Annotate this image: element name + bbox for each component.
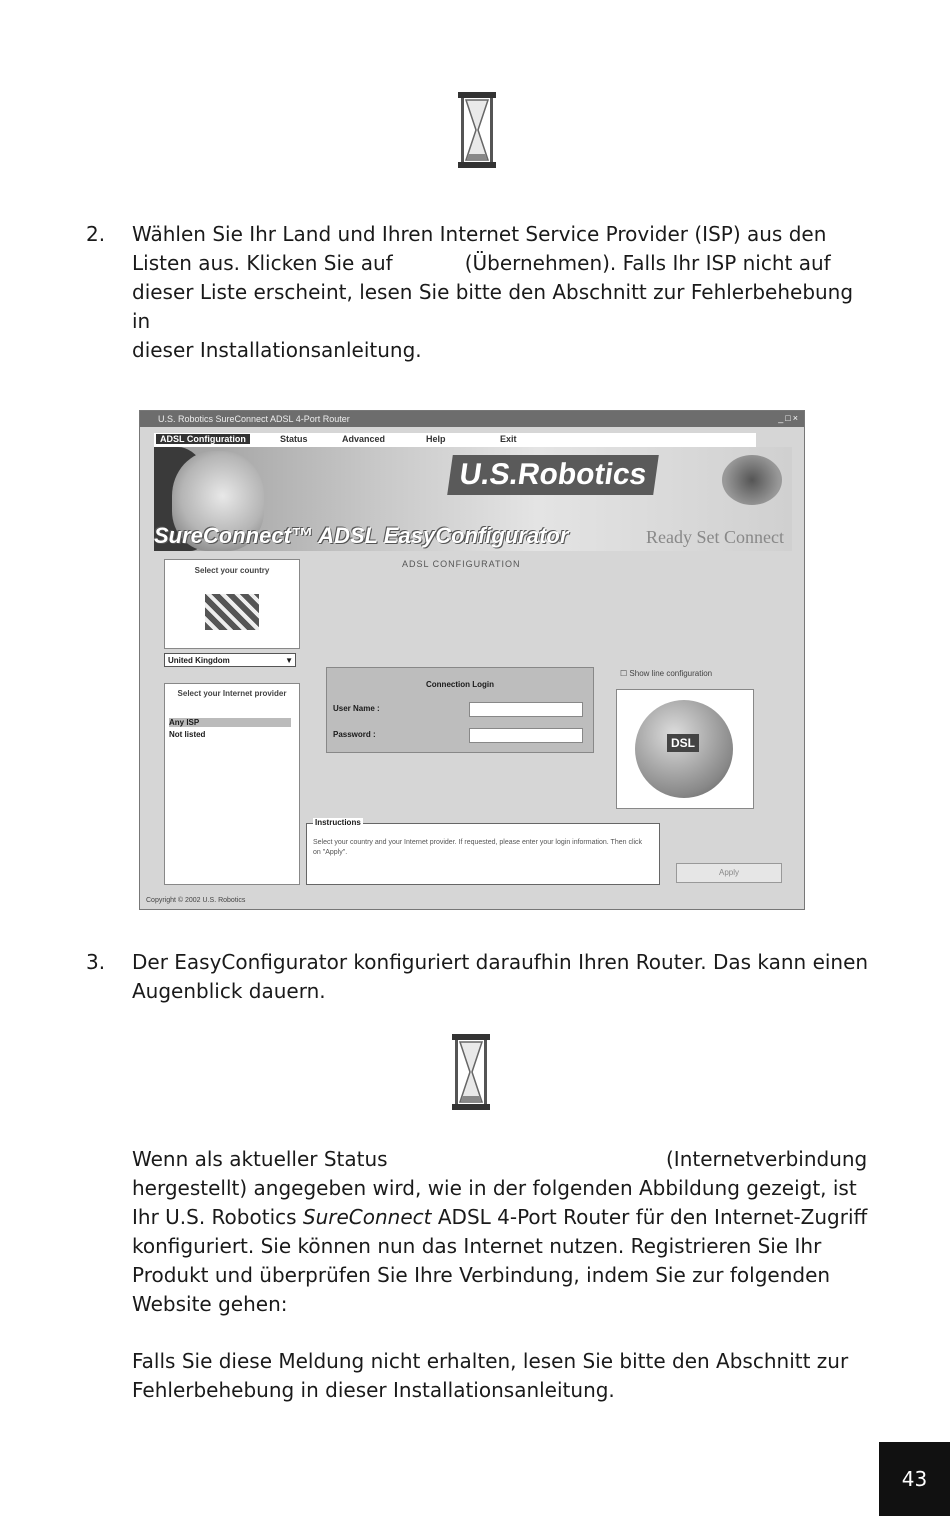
flag-icon	[205, 594, 259, 630]
list-item[interactable]: Any ISP	[169, 718, 291, 727]
fail-paragraph: Falls Sie diese Meldung nicht erhalten, lesen Sie bitte den Abschnitt zur Fehlerbehebung in dieser Installationsanleitung.	[132, 1349, 849, 1402]
step-2-text: Wählen Sie Ihr Land und Ihren Internet Service Provider (ISP) aus den Listen aus. Klicken Sie auf (Übernehmen). Falls Ihr ISP nicht auf dieser Liste erscheint, lesen Sie bitte den Abschnitt zur Fehlerbehebung in dieser Installationsanleitung.	[132, 222, 854, 362]
password-label: Password :	[333, 730, 376, 739]
instructions-text: Select your country and your Internet provider. If requested, please enter your login information. Then click on "Apply".	[313, 839, 643, 856]
router-image	[722, 455, 782, 505]
menu-adsl-configuration[interactable]: ADSL Configuration	[156, 434, 250, 444]
instructions-header: Instructions	[315, 818, 361, 827]
step-3-text: Der EasyConfigurator konfiguriert daraufhin Ihren Router. Das kann einen Augenblick dauern.	[132, 950, 869, 1003]
show-line-config-checkbox[interactable]: ☐ Show line configuration	[620, 669, 713, 678]
list-item[interactable]: Not listed	[169, 730, 206, 739]
user-name-label: User Name :	[333, 704, 380, 713]
instructions-box	[306, 818, 660, 885]
step-number: 3.	[86, 950, 106, 974]
select-country-label: Select your country	[194, 566, 270, 575]
usr-logo: U.S.Robotics	[447, 455, 659, 495]
menu-status[interactable]: Status	[280, 434, 308, 444]
adsl-config-title: ADSL CONFIGURATION	[402, 559, 521, 569]
apply-button[interactable]: Apply	[676, 863, 782, 883]
page-number: 43	[879, 1442, 950, 1516]
menu-exit[interactable]: Exit	[500, 434, 517, 444]
hourglass-icon	[450, 1032, 492, 1112]
configurator-screenshot	[139, 410, 805, 910]
country-select[interactable]: United Kingdom ▼	[164, 653, 296, 667]
product-name: SureConnect™ ADSL EasyConfigurator	[154, 523, 569, 548]
login-header: Connection Login	[426, 680, 494, 689]
dsl-label: DSL	[667, 734, 699, 752]
select-isp-label: Select your Internet provider	[177, 689, 287, 698]
tagline: Ready Set Connect	[646, 527, 784, 547]
dsl-image-box	[616, 689, 754, 809]
copyright: Copyright © 2002 U.S. Robotics	[146, 897, 246, 904]
status-paragraph: Wenn als aktueller Status (Internetverbindung hergestellt) angegeben wird, wie in der folgenden Abbildung gezeigt, ist Ihr U.S. Robotics SureConnect ADSL 4-Port Router für den Internet-Zugriff konfiguriert. Sie können nun das Internet nutzen. Registrieren Sie Ihr Produkt und überprüfen Sie Ihre Verbindung, indem Sie zur folgenden Website gehen:	[132, 1147, 868, 1316]
user-name-input[interactable]	[469, 702, 583, 717]
banner	[154, 447, 792, 551]
step-number: 2.	[86, 222, 106, 246]
isp-list[interactable]	[164, 683, 300, 885]
country-panel	[164, 559, 300, 649]
window-controls: _□×	[778, 413, 800, 423]
menu-help[interactable]: Help	[426, 434, 446, 444]
chevron-down-icon[interactable]: ▼	[285, 656, 293, 665]
menu-bar	[154, 433, 756, 447]
connection-login-box	[326, 667, 594, 753]
hourglass-icon	[456, 90, 498, 170]
menu-advanced[interactable]: Advanced	[342, 434, 386, 444]
password-input[interactable]	[469, 728, 583, 743]
window-title: U.S. Robotics SureConnect ADSL 4-Port Router	[140, 411, 804, 427]
